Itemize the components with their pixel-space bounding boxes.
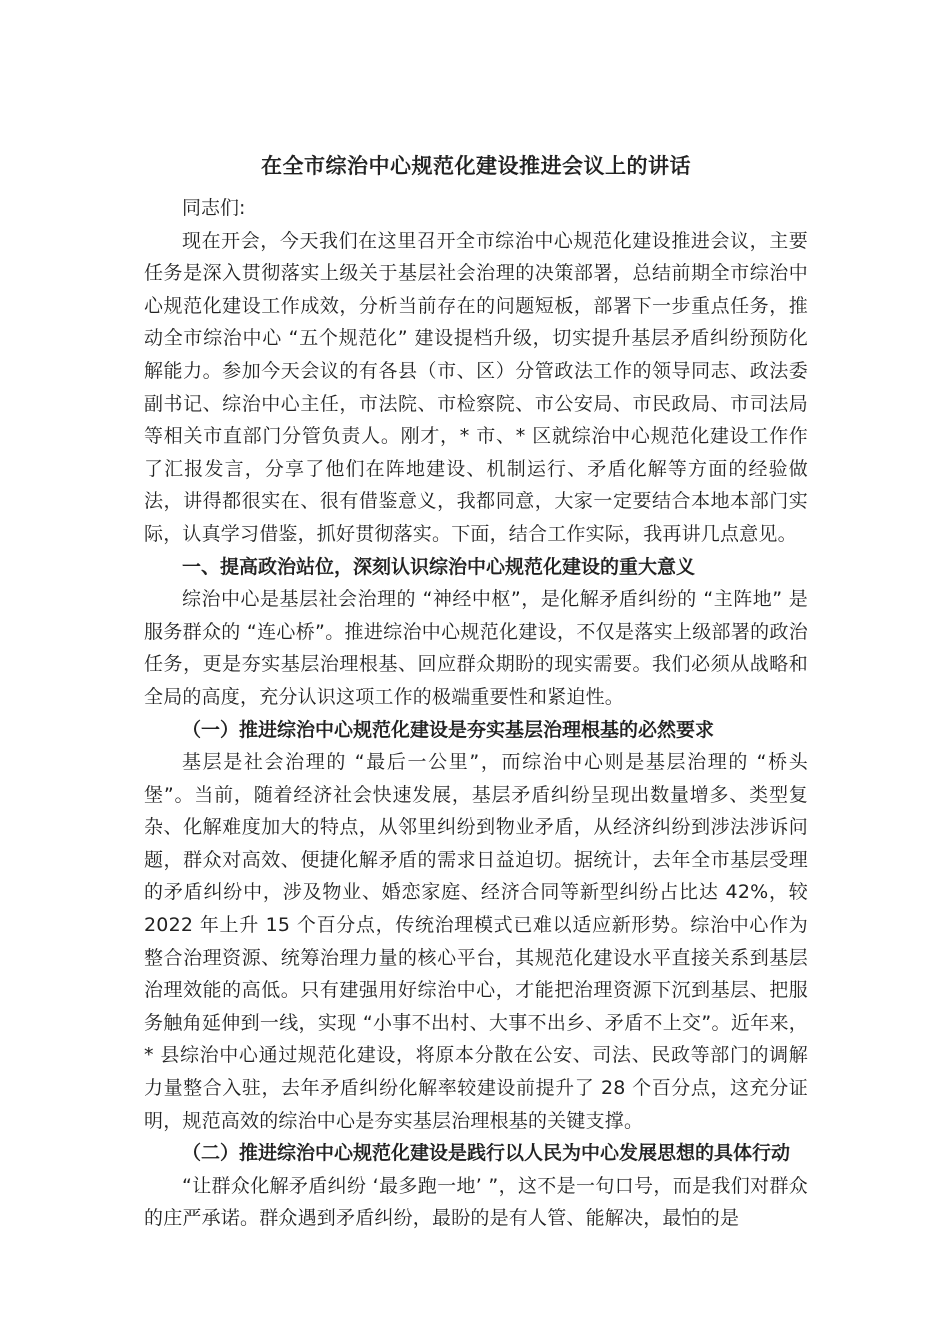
subsection-1-paragraph: 基层是社会治理的 “最后一公里”，而综治中心则是基层治理的 “桥头堡”。当前，随着经济社会快速发展，基层矛盾纠纷呈现出数量增多、类型复杂、化解难度加大的特点，从邻里纠纷到物业矛盾，从经济纠纷到涉法涉诉问题，群众对高效、便捷化解矛盾的需求日益迫切。据统计，去年全市基层受理的矛盾纠纷中，涉及物业、婚恋家庭、经济合同等新型纠纷占比达 42%，较 2022 年上升 15 个百分点，传统治理模式已难以适应新形势。综治中心作为整合治理资源、统筹治理力量的核心平台，其规范化建设水平直接关系到基层治理效能的高低。只有建强用好综治中心，才能把治理资源下沉到基层、把服务触角延伸到一线，实现 “小事不出村、大事不出乡、矛盾不上交”。近年来，* 县综治中心通过规范化建设，将原本分散在公安、司法、民政等部门的调解力量整合入驻，去年矛盾纠纷化解率较建设前提升了 28 个百分点，这充分证明，规范高效的综治中心是夯实基层治理根基的关键支撑。 <box>144 751 808 1132</box>
salutation: 同志们: <box>182 197 246 219</box>
subsection-2-paragraph: “让群众化解矛盾纠纷 ‘最多跑一地’ ”，这不是一句口号，而是我们对群众的庄严承诺。群众遇到矛盾纠纷，最盼的是有人管、能解决，最怕的是 <box>144 1174 808 1230</box>
intro-paragraph: 现在开会，今天我们在这里召开全市综治中心规范化建设推进会议，主要任务是深入贯彻落实上级关于基层社会治理的决策部署，总结前期全市综治中心规范化建设工作成效，分析当前存在的问题短板，部署下一步重点任务，推动全市综治中心 “五个规范化” 建设提档升级，切实提升基层矛盾纠纷预防化解能力。参加今天会议的有各县（市、区）分管政法工作的领导同志、政法委副书记、综治中心主任，市法院、市检察院、市公安局、市民政局、市司法局等相关市直部门分管负责人。刚才，* 市、* 区就综治中心规范化建设工作作了汇报发言，分享了他们在阵地建设、机制运行、矛盾化解等方面的经验做法，讲得都很实在、很有借鉴意义，我都同意，大家一定要结合本地本部门实际，认真学习借鉴，抓好贯彻落实。下面，结合工作实际，我再讲几点意见。 <box>144 229 808 545</box>
subsection-1-heading: （一）推进综治中心规范化建设是夯实基层治理根基的必然要求 <box>182 718 715 741</box>
subsection-2-heading: （二）推进综治中心规范化建设是践行以人民为中心发展思想的具体行动 <box>182 1142 791 1165</box>
document-title: 在全市综治中心规范化建设推进会议上的讲话 <box>261 154 691 178</box>
document-page <box>144 150 808 1235</box>
section-1-paragraph: 综治中心是基层社会治理的 “神经中枢”，是化解矛盾纠纷的 “主阵地” 是服务群众的 “连心桥”。推进综治中心规范化建设，不仅是落实上级部署的政治任务，更是夯实基层治理根基、回应群众期盼的现实需要。我们必须从战略和全局的高度，充分认识这项工作的极端重要性和紧迫性。 <box>144 588 808 708</box>
section-1-heading: 一、提高政治站位，深刻认识综治中心规范化建设的重大意义 <box>182 555 696 578</box>
